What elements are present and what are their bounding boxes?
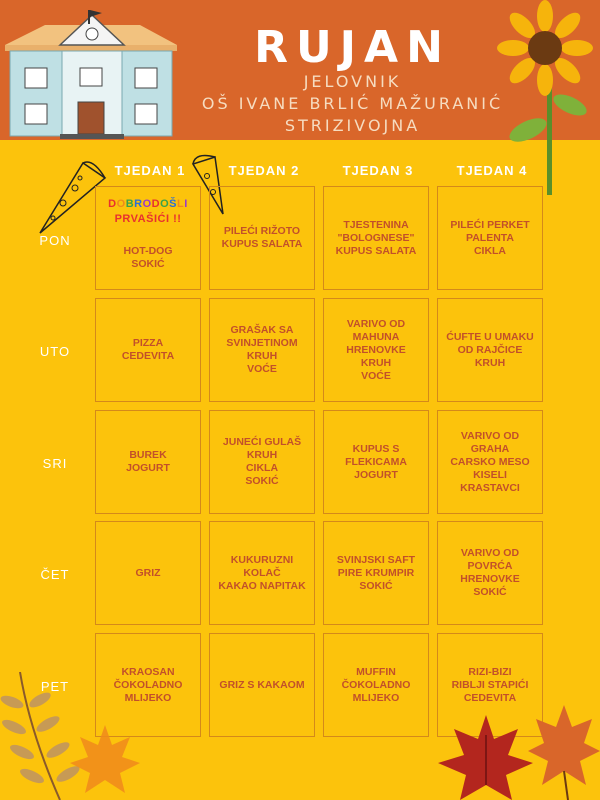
day-label-thu: ČET xyxy=(40,567,70,582)
menu-cell xyxy=(95,298,201,402)
menu-cell xyxy=(437,410,543,514)
menu-cell xyxy=(323,633,429,737)
welcome-letter: O xyxy=(116,198,126,210)
menu-cell xyxy=(209,521,315,625)
day-label-wed: SRI xyxy=(42,456,68,471)
menu-text: ĆUFTE U UMAKU OD RAJČICE KRUH xyxy=(446,330,534,369)
welcome-line-1 xyxy=(100,197,196,212)
maple-leaf-icon xyxy=(70,725,140,800)
menu-text: RIZI-BIZI RIBLJI STAPIĆI CEDEVITA xyxy=(451,665,529,704)
menu-text: GRIZ S KAKAOM xyxy=(219,678,305,691)
welcome-letter: B xyxy=(125,198,135,210)
welcome-letter: D xyxy=(108,198,117,210)
red-maple-leaf-icon xyxy=(438,715,533,800)
menu-cell xyxy=(437,521,543,625)
menu-text: KUPUS S FLEKICAMA JOGURT xyxy=(345,442,407,481)
menu-cell xyxy=(323,186,429,290)
menu-text: GRAŠAK SA SVINJETINOM KRUH VOĆE xyxy=(226,324,298,375)
page-title: RUJAN xyxy=(254,22,451,73)
menu-cell xyxy=(323,521,429,625)
menu-text: VARIVO OD POVRĆA HRENOVKE SOKIĆ xyxy=(460,547,520,598)
menu-text: PIZZA CEDEVITA xyxy=(121,337,175,362)
welcome-line-2: PRVAŠIĆI !! xyxy=(114,213,182,225)
menu-text: KUKURUZNI KOLAČ KAKAO NAPITAK xyxy=(218,553,306,592)
menu-cell xyxy=(95,633,201,737)
welcome-letter: Š xyxy=(169,198,178,210)
orange-maple-leaf-icon xyxy=(528,705,600,800)
day-label-tue: UTO xyxy=(39,344,71,359)
week-header-3: TJEDAN 3 xyxy=(342,163,414,178)
menu-text: PILEĆI RIŽOTO KUPUS SALATA xyxy=(221,225,303,250)
menu-text: PILEĆI PERKET PALENTA CIKLA xyxy=(450,218,530,257)
menu-text: VARIVO OD GRAHA CARSKO MESO KISELI KRASTAVCI xyxy=(450,429,530,494)
welcome-letter: O xyxy=(142,198,152,210)
menu-text: SVINJSKI SAFT PIRE KRUMPIR SOKIĆ xyxy=(336,553,416,592)
welcome-letter: I xyxy=(184,198,188,210)
menu-text: BUREK JOGURT xyxy=(126,449,170,474)
menu-cell xyxy=(209,298,315,402)
school-building-icon xyxy=(0,10,185,140)
menu-cell xyxy=(323,410,429,514)
welcome-letter: L xyxy=(177,198,185,210)
menu-cell xyxy=(437,186,543,290)
menu-cell xyxy=(95,410,201,514)
menu-cell xyxy=(95,521,201,625)
menu-text: VARIVO OD MAHUNA HRENOVKE KRUH VOĆE xyxy=(346,317,406,382)
menu-text: TJESTENINA "BOLOGNESE" KUPUS SALATA xyxy=(335,218,417,257)
menu-text: KRAOSAN ČOKOLADNO MLIJEKO xyxy=(113,665,183,704)
menu-text: HOT-DOG SOKIĆ xyxy=(123,245,173,270)
week-header-2: TJEDAN 2 xyxy=(228,163,300,178)
menu-cell xyxy=(437,298,543,402)
week-header-4: TJEDAN 4 xyxy=(456,163,528,178)
welcome-letter: D xyxy=(151,198,161,210)
menu-cell xyxy=(209,410,315,514)
day-label-fri: PET xyxy=(40,679,70,694)
menu-cell xyxy=(209,186,315,290)
welcome-letter: R xyxy=(134,198,143,210)
welcome-message xyxy=(100,197,196,227)
menu-text: JUNEĆI GULAŠ KRUH CIKLA SOKIĆ xyxy=(222,436,302,487)
menu-cell xyxy=(209,633,315,737)
menu-text: MUFFIN ČOKOLADNO MLIJEKO xyxy=(341,665,411,704)
menu-cell xyxy=(323,298,429,402)
subtitle-menu: JELOVNIK xyxy=(303,72,402,91)
week-header-1: TJEDAN 1 xyxy=(114,163,186,178)
day-label-mon: PON xyxy=(39,233,71,248)
welcome-letter: O xyxy=(160,198,170,210)
subtitle-school: OŠ IVANE BRLIĆ MAŽURANIĆ xyxy=(201,94,504,113)
menu-text: GRIZ xyxy=(135,566,161,579)
subtitle-town: STRIZIVOJNA xyxy=(284,116,421,135)
